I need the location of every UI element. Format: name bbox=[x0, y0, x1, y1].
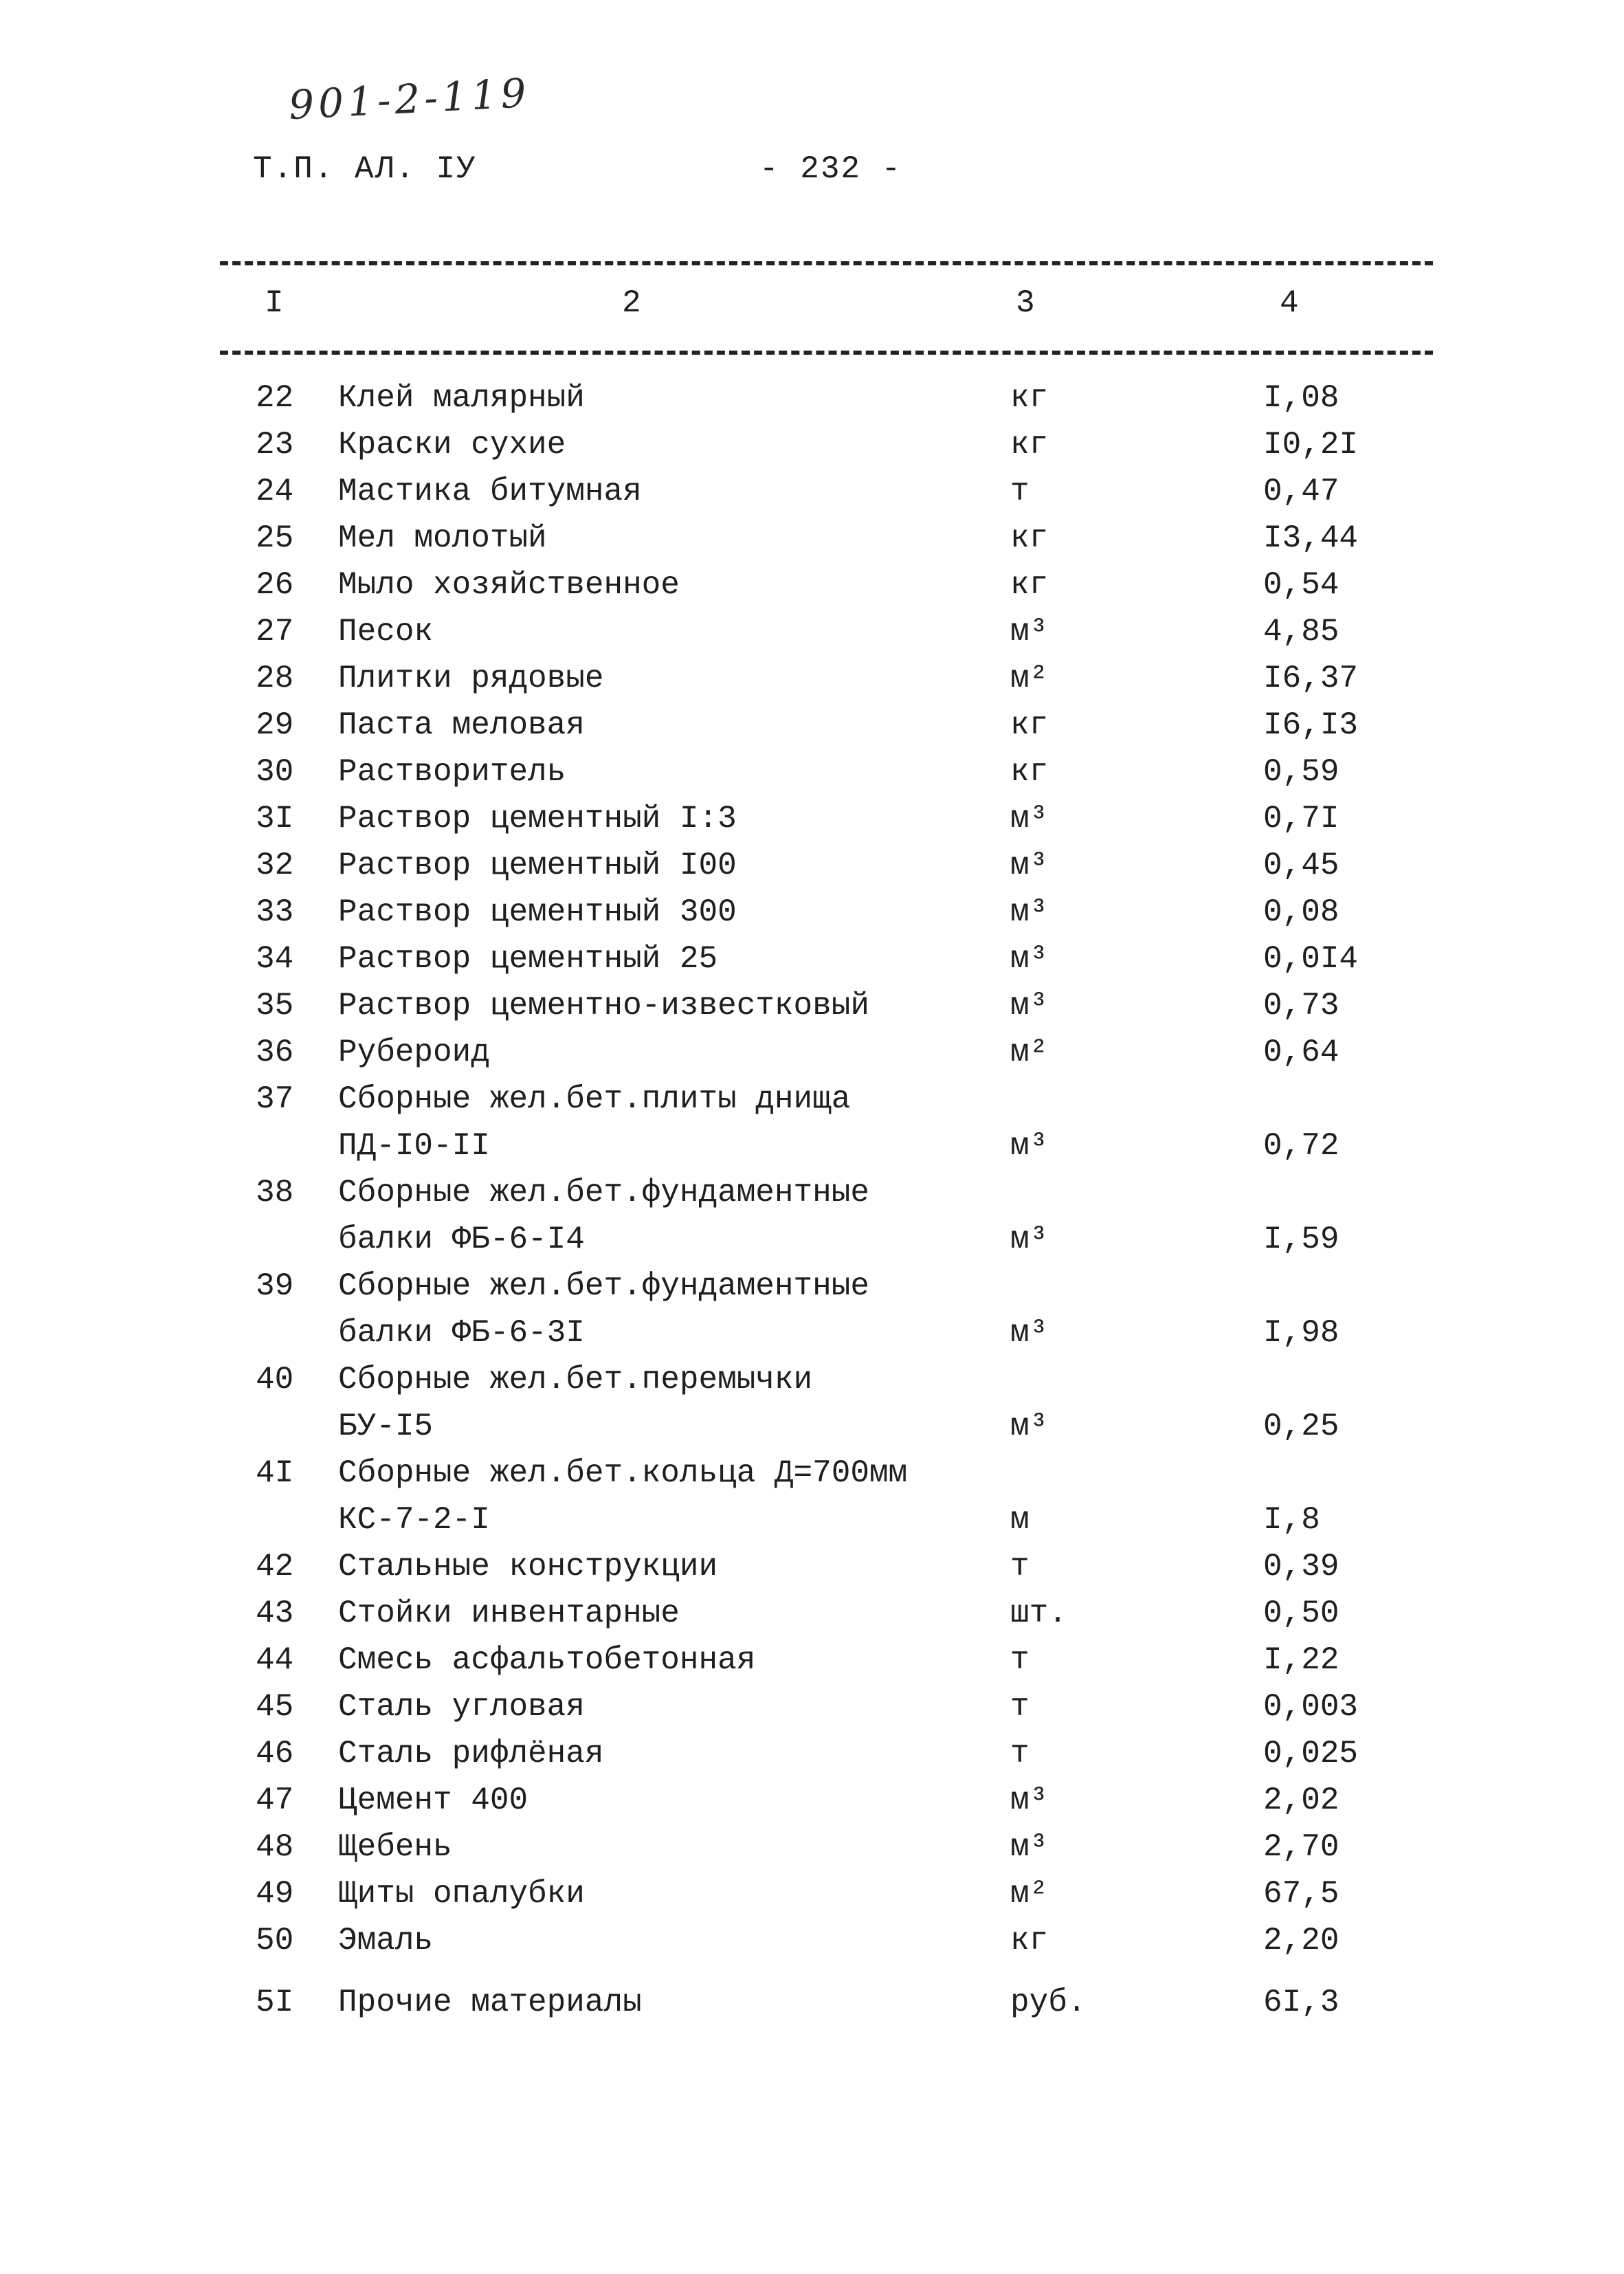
unit: м² bbox=[1010, 1876, 1049, 1912]
table-row bbox=[0, 1543, 1624, 1590]
handwritten-code: 901-2-119 bbox=[287, 69, 532, 129]
quantity: 0,73 bbox=[1263, 988, 1339, 1024]
table-row bbox=[0, 421, 1624, 468]
unit: кг bbox=[1010, 380, 1049, 416]
table-row bbox=[0, 1979, 1624, 2026]
material-name: Рубероид bbox=[338, 1035, 490, 1070]
table-row bbox=[0, 1637, 1624, 1684]
table-row bbox=[0, 842, 1624, 889]
row-number: 32 bbox=[256, 848, 294, 883]
quantity: 0,72 bbox=[1263, 1128, 1339, 1164]
unit: м³ bbox=[1010, 801, 1049, 837]
row-number: 44 bbox=[256, 1642, 294, 1678]
material-name: Сталь рифлёная bbox=[338, 1736, 604, 1771]
quantity: I,22 bbox=[1263, 1642, 1339, 1678]
material-name: Раствор цементный 25 bbox=[338, 941, 718, 977]
row-number: 27 bbox=[256, 614, 294, 650]
material-name: Мыло хозяйственное bbox=[338, 567, 680, 603]
header-code: Т.П. АЛ. IУ bbox=[253, 151, 477, 187]
table-row bbox=[0, 1730, 1624, 1777]
table-row bbox=[0, 1029, 1624, 1076]
row-number: 26 bbox=[256, 567, 294, 603]
quantity: 2,02 bbox=[1263, 1782, 1339, 1818]
row-number: 22 bbox=[256, 380, 294, 416]
top-dashed-rule bbox=[220, 261, 1433, 265]
unit: м³ bbox=[1010, 988, 1049, 1024]
unit: кг bbox=[1010, 567, 1049, 603]
row-number: 28 bbox=[256, 661, 294, 696]
table-row bbox=[0, 1356, 1624, 1403]
unit: м³ bbox=[1010, 1315, 1049, 1351]
unit: шт. bbox=[1010, 1596, 1067, 1631]
table-row bbox=[0, 1824, 1624, 1870]
table-row bbox=[0, 1777, 1624, 1824]
table-row bbox=[0, 1169, 1624, 1216]
unit: м³ bbox=[1010, 1222, 1049, 1257]
table-row bbox=[0, 1870, 1624, 1917]
row-number: 50 bbox=[256, 1923, 294, 1958]
row-number: 39 bbox=[256, 1268, 294, 1304]
unit: м³ bbox=[1010, 614, 1049, 650]
row-number: 38 bbox=[256, 1175, 294, 1211]
unit: м² bbox=[1010, 1035, 1049, 1070]
material-name: Щебень bbox=[338, 1829, 452, 1865]
table-row bbox=[0, 1076, 1624, 1123]
material-name: Прочие материалы bbox=[338, 1985, 642, 2020]
quantity: 6I,3 bbox=[1263, 1985, 1339, 2020]
quantity: 0,50 bbox=[1263, 1596, 1339, 1631]
quantity: 2,70 bbox=[1263, 1829, 1339, 1865]
quantity: I6,37 bbox=[1263, 661, 1359, 696]
material-name: Раствор цементно-известковый bbox=[338, 988, 869, 1024]
table-row bbox=[0, 515, 1624, 562]
material-name: Стойки инвентарные bbox=[338, 1596, 680, 1631]
column-header-1: I bbox=[265, 285, 284, 321]
table-row bbox=[0, 468, 1624, 515]
unit: м bbox=[1010, 1502, 1030, 1538]
material-name: Раствор цементный I:3 bbox=[338, 801, 737, 837]
quantity: I,98 bbox=[1263, 1315, 1339, 1351]
row-number: 5I bbox=[256, 1985, 294, 2020]
column-header-2: 2 bbox=[622, 285, 641, 321]
row-number: 25 bbox=[256, 520, 294, 556]
table-row bbox=[0, 562, 1624, 608]
table-row bbox=[0, 702, 1624, 749]
row-number: 43 bbox=[256, 1596, 294, 1631]
table-row bbox=[0, 982, 1624, 1029]
quantity: I3,44 bbox=[1263, 520, 1359, 556]
column-header-3: 3 bbox=[1016, 285, 1035, 321]
quantity: 0,025 bbox=[1263, 1736, 1359, 1771]
material-name: Раствор цементный I00 bbox=[338, 848, 737, 883]
quantity: I0,2I bbox=[1263, 427, 1359, 463]
material-name: Щиты опалубки bbox=[338, 1876, 585, 1912]
quantity: 0,003 bbox=[1263, 1689, 1359, 1725]
row-number: 40 bbox=[256, 1362, 294, 1398]
unit: кг bbox=[1010, 427, 1049, 463]
row-number: 30 bbox=[256, 754, 294, 790]
quantity: 0,54 bbox=[1263, 567, 1339, 603]
material-name: Мел молотый bbox=[338, 520, 547, 556]
material-name: Стальные конструкции bbox=[338, 1549, 718, 1585]
quantity: 0,59 bbox=[1263, 754, 1339, 790]
row-number: 35 bbox=[256, 988, 294, 1024]
material-name: Смесь асфальтобетонная bbox=[338, 1642, 756, 1678]
unit: кг bbox=[1010, 1923, 1049, 1958]
table-row bbox=[0, 795, 1624, 842]
table-row bbox=[0, 1403, 1624, 1450]
unit: м³ bbox=[1010, 941, 1049, 977]
quantity: 4,85 bbox=[1263, 614, 1339, 650]
quantity: 0,47 bbox=[1263, 474, 1339, 509]
quantity: I6,I3 bbox=[1263, 707, 1359, 743]
table-row bbox=[0, 1497, 1624, 1543]
material-name: Растворитель bbox=[338, 754, 566, 790]
unit: руб. bbox=[1010, 1985, 1087, 2020]
material-name: Сталь угловая bbox=[338, 1689, 585, 1725]
material-name: БУ-I5 bbox=[338, 1409, 434, 1444]
quantity: I,08 bbox=[1263, 380, 1339, 416]
row-number: 36 bbox=[256, 1035, 294, 1070]
material-name: Эмаль bbox=[338, 1923, 434, 1958]
quantity: 0,45 bbox=[1263, 848, 1339, 883]
material-name: Клей малярный bbox=[338, 380, 585, 416]
table-row bbox=[0, 1263, 1624, 1310]
row-number: 37 bbox=[256, 1081, 294, 1117]
table-row bbox=[0, 375, 1624, 421]
quantity: 0,7I bbox=[1263, 801, 1339, 837]
material-name: КС-7-2-I bbox=[338, 1502, 490, 1538]
quantity: 2,20 bbox=[1263, 1923, 1339, 1958]
quantity: 67,5 bbox=[1263, 1876, 1339, 1912]
unit: т bbox=[1010, 1642, 1030, 1678]
unit: т bbox=[1010, 474, 1030, 509]
unit: м³ bbox=[1010, 1128, 1049, 1164]
table-row bbox=[0, 1216, 1624, 1263]
unit: кг bbox=[1010, 754, 1049, 790]
row-number: 47 bbox=[256, 1782, 294, 1818]
unit: кг bbox=[1010, 707, 1049, 743]
unit: м³ bbox=[1010, 1782, 1049, 1818]
table-row bbox=[0, 936, 1624, 982]
material-name: Сборные жел.бет.кольца Д=700мм bbox=[338, 1455, 908, 1491]
unit: м³ bbox=[1010, 848, 1049, 883]
quantity: 0,0I4 bbox=[1263, 941, 1359, 977]
row-number: 3I bbox=[256, 801, 294, 837]
row-number: 46 bbox=[256, 1736, 294, 1771]
material-name: Мастика битумная bbox=[338, 474, 642, 509]
quantity: 0,08 bbox=[1263, 894, 1339, 930]
unit: т bbox=[1010, 1549, 1030, 1585]
table-row bbox=[0, 655, 1624, 702]
row-number: 34 bbox=[256, 941, 294, 977]
table-row bbox=[0, 1684, 1624, 1730]
table-row bbox=[0, 1310, 1624, 1356]
quantity: 0,25 bbox=[1263, 1409, 1339, 1444]
row-number: 49 bbox=[256, 1876, 294, 1912]
material-name: Сборные жел.бет.фундаментные bbox=[338, 1268, 869, 1304]
row-number: 29 bbox=[256, 707, 294, 743]
row-number: 23 bbox=[256, 427, 294, 463]
table-row bbox=[0, 1917, 1624, 1964]
unit: кг bbox=[1010, 520, 1049, 556]
quantity: 0,64 bbox=[1263, 1035, 1339, 1070]
table-row bbox=[0, 608, 1624, 655]
material-name: Сборные жел.бет.перемычки bbox=[338, 1362, 813, 1398]
material-name: Паста меловая bbox=[338, 707, 585, 743]
table-row bbox=[0, 1123, 1624, 1169]
table-row bbox=[0, 889, 1624, 936]
row-number: 45 bbox=[256, 1689, 294, 1725]
unit: т bbox=[1010, 1736, 1030, 1771]
table-row bbox=[0, 1590, 1624, 1637]
material-name: Раствор цементный 300 bbox=[338, 894, 737, 930]
material-name: Краски сухие bbox=[338, 427, 566, 463]
page-number: - 232 - bbox=[759, 151, 902, 187]
column-header-4: 4 bbox=[1280, 285, 1299, 321]
row-number: 33 bbox=[256, 894, 294, 930]
row-number: 4I bbox=[256, 1455, 294, 1491]
material-name: Плитки рядовые bbox=[338, 661, 604, 696]
table-row bbox=[0, 1450, 1624, 1497]
unit: м² bbox=[1010, 661, 1049, 696]
material-name: Цемент 400 bbox=[338, 1782, 529, 1818]
material-name: ПД-I0-II bbox=[338, 1128, 490, 1164]
quantity: I,59 bbox=[1263, 1222, 1339, 1257]
row-number: 24 bbox=[256, 474, 294, 509]
unit: м³ bbox=[1010, 1409, 1049, 1444]
material-name: Песок bbox=[338, 614, 434, 650]
table-row bbox=[0, 749, 1624, 795]
material-name: балки ФБ-6-I4 bbox=[338, 1222, 585, 1257]
row-number: 42 bbox=[256, 1549, 294, 1585]
unit: т bbox=[1010, 1689, 1030, 1725]
unit: м³ bbox=[1010, 1829, 1049, 1865]
material-name: Сборные жел.бет.фундаментные bbox=[338, 1175, 869, 1211]
quantity: I,8 bbox=[1263, 1502, 1320, 1538]
unit: м³ bbox=[1010, 894, 1049, 930]
material-name: балки ФБ-6-3I bbox=[338, 1315, 585, 1351]
row-number: 48 bbox=[256, 1829, 294, 1865]
material-name: Сборные жел.бет.плиты днища bbox=[338, 1081, 851, 1117]
quantity: 0,39 bbox=[1263, 1549, 1339, 1585]
header-dashed-rule bbox=[220, 351, 1433, 355]
